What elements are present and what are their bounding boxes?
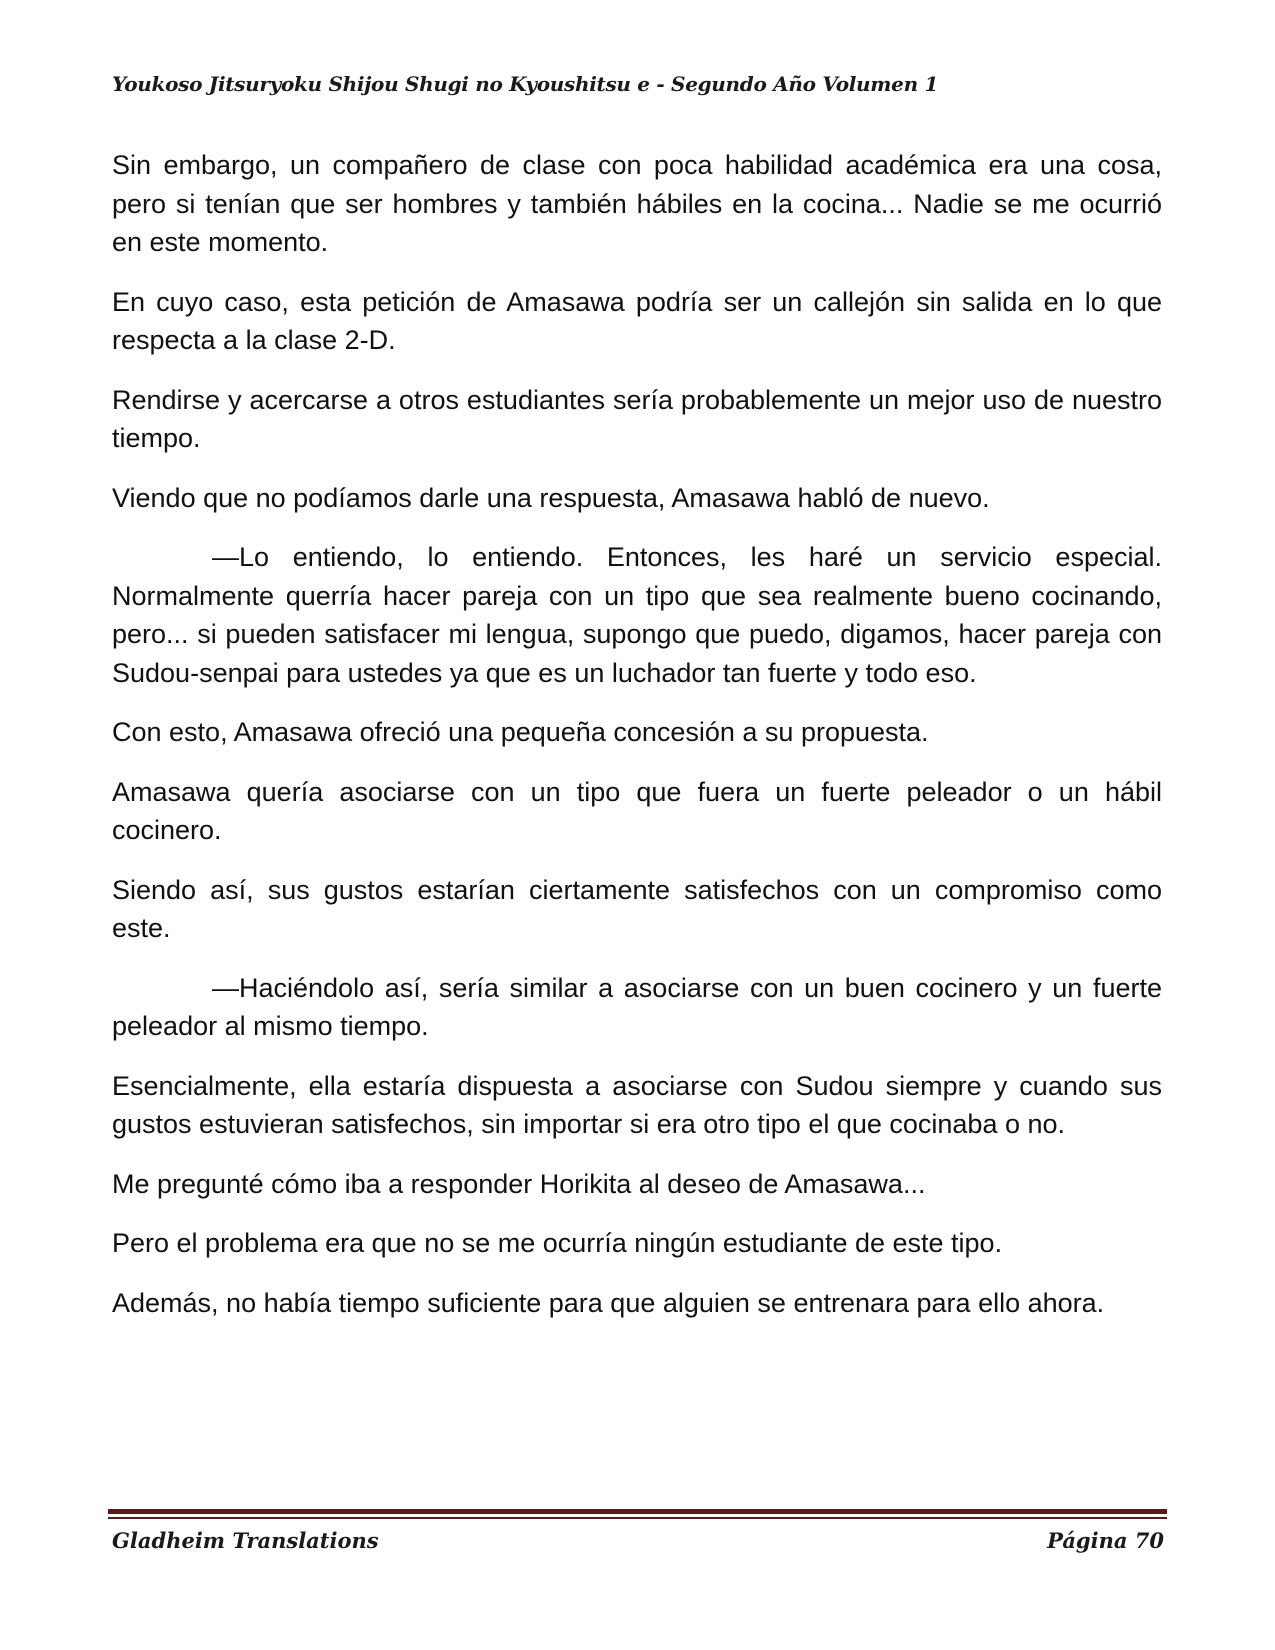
paragraph-10: Esencialmente, ella estaría dispuesta a asociarse con Sudou siempre y cuando sus gustos estuvieran satisfechos, sin importar si era otro tipo el que cocinaba o no. <box>112 1070 1162 1139</box>
page-footer <box>112 1528 1164 1553</box>
paragraph-6: Con esto, Amasawa ofreció una pequeña concesión a su propuesta. <box>112 717 929 747</box>
paragraph-4: Viendo que no podíamos darle una respuesta, Amasawa habló de nuevo. <box>112 482 990 513</box>
footer-credit: Gladheim Translations <box>112 1528 379 1553</box>
paragraph-8: Siendo así, sus gustos estarían ciertamente satisfechos con un compromiso como este. <box>112 874 1162 943</box>
paragraph-13: Además, no había tiempo suficiente para que alguien se entrenara para ello ahora. <box>112 1287 1105 1318</box>
paragraph-2: En cuyo caso, esta petición de Amasawa podría ser un callejón sin salida en lo que respecta a la clase 2-D. <box>112 286 1162 355</box>
page-number: Página 70 <box>1047 1528 1164 1553</box>
paragraph-3: Rendirse y acercarse a otros estudiantes sería probablemente un mejor uso de nuestro tiempo. <box>112 384 1162 453</box>
body-text <box>112 146 1162 1343</box>
paragraph-5-dialogue: —Lo entiendo, lo entiendo. Entonces, les haré un servicio especial. Normalmente querría hacer pareja con un tipo que sea realmente bueno cocinando, pero... si pueden satisfacer mi lengua, supongo que puedo, digamos, hacer pareja con Sudou-senpai para ustedes ya que es un luchador tan fuerte y todo eso. <box>112 542 1162 688</box>
paragraph-12: Pero el problema era que no se me ocurría ningún estudiante de este tipo. <box>112 1228 1003 1258</box>
paragraph-1: Sin embargo, un compañero de clase con poca habilidad académica era una cosa, pero si tenían que ser hombres y también hábiles en la cocina... Nadie se me ocurrió en este momento. <box>112 150 1162 257</box>
page-header-title: Youkoso Jitsuryoku Shijou Shugi no Kyoushitsu e - Segundo Año Volumen 1 <box>112 72 939 96</box>
paragraph-9-dialogue: —Haciéndolo así, sería similar a asociarse con un buen cocinero y un fuerte peleador al mismo tiempo. <box>112 972 1162 1041</box>
footer-divider-thick <box>108 1509 1167 1514</box>
footer-divider-thin <box>108 1517 1167 1519</box>
paragraph-7: Amasawa quería asociarse con un tipo que fuera un fuerte peleador o un hábil cocinero. <box>112 776 1162 845</box>
paragraph-11: Me pregunté cómo iba a responder Horikita al deseo de Amasawa... <box>112 1168 926 1199</box>
